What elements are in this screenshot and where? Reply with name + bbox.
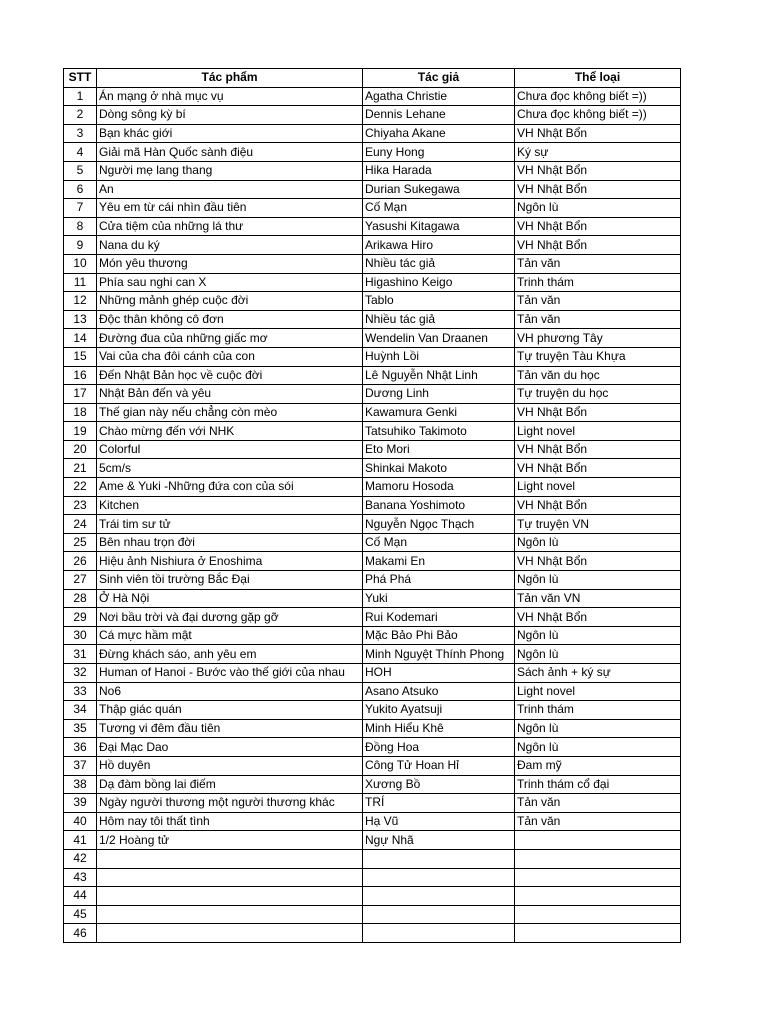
cell-author[interactable]: Higashino Keigo [363, 273, 515, 292]
cell-author[interactable] [363, 905, 515, 924]
table-row [64, 812, 681, 831]
cell-stt[interactable]: 4 [64, 143, 97, 162]
cell-genre[interactable]: VH Nhật Bổn [515, 403, 681, 422]
cell-genre[interactable]: Ký sự [515, 143, 681, 162]
cell-author[interactable]: Cố Mạn [363, 199, 515, 218]
cell-author[interactable]: Rui Kodemari [363, 608, 515, 627]
table-row [64, 719, 681, 738]
cell-author[interactable]: Nhiều tác giả [363, 254, 515, 273]
cell-title[interactable]: Món yêu thương [97, 254, 363, 273]
cell-genre[interactable]: Trinh thám cổ đại [515, 775, 681, 794]
cell-title[interactable]: Giải mã Hàn Quốc sành điệu [97, 143, 363, 162]
cell-author[interactable]: Mamoru Hosoda [363, 478, 515, 497]
cell-stt[interactable]: 43 [64, 868, 97, 887]
cell-stt[interactable]: 2 [64, 106, 97, 125]
cell-title[interactable]: Độc thân không cô đơn [97, 310, 363, 329]
cell-stt[interactable]: 41 [64, 831, 97, 850]
table-row [64, 645, 681, 664]
cell-genre[interactable]: Ngôn lù [515, 571, 681, 590]
cell-stt[interactable]: 26 [64, 552, 97, 571]
cell-author[interactable]: Lê Nguyễn Nhật Linh [363, 366, 515, 385]
cell-author[interactable]: Shinkai Makoto [363, 459, 515, 478]
cell-author[interactable]: Tatsuhiko Takimoto [363, 422, 515, 441]
cell-author[interactable]: HOH [363, 664, 515, 683]
cell-genre[interactable]: Ngôn lù [515, 645, 681, 664]
cell-title[interactable]: Ở Hà Nội [97, 589, 363, 608]
table-row [64, 552, 681, 571]
cell-author[interactable]: Dương Linh [363, 385, 515, 404]
cell-genre[interactable]: VH Nhật Bổn [515, 180, 681, 199]
cell-genre[interactable]: Ngôn lù [515, 199, 681, 218]
cell-genre[interactable]: VH Nhật Bổn [515, 496, 681, 515]
cell-stt[interactable]: 15 [64, 347, 97, 366]
cell-stt[interactable]: 22 [64, 478, 97, 497]
cell-title[interactable]: No6 [97, 682, 363, 701]
cell-author[interactable]: Phá Phá [363, 571, 515, 590]
cell-stt[interactable]: 21 [64, 459, 97, 478]
cell-author[interactable]: Yuki [363, 589, 515, 608]
cell-genre[interactable]: VH Nhật Bổn [515, 552, 681, 571]
table-row [64, 236, 681, 255]
cell-genre[interactable]: VH Nhật Bổn [515, 217, 681, 236]
table-row [64, 254, 681, 273]
cell-genre[interactable]: Ngôn lù [515, 533, 681, 552]
cell-title[interactable] [97, 868, 363, 887]
table-row [64, 924, 681, 943]
table-row [64, 292, 681, 311]
cell-author[interactable]: Euny Hong [363, 143, 515, 162]
cell-stt[interactable]: 44 [64, 887, 97, 906]
table-row [64, 440, 681, 459]
cell-stt[interactable]: 38 [64, 775, 97, 794]
cell-stt[interactable]: 28 [64, 589, 97, 608]
table-row [64, 905, 681, 924]
cell-genre[interactable] [515, 924, 681, 943]
cell-genre[interactable]: VH Nhật Bổn [515, 440, 681, 459]
cell-genre[interactable]: Ngôn lù [515, 626, 681, 645]
cell-stt[interactable]: 18 [64, 403, 97, 422]
table-row [64, 124, 681, 143]
cell-stt[interactable]: 10 [64, 254, 97, 273]
cell-title[interactable]: Đường đua của những giấc mơ [97, 329, 363, 348]
cell-author[interactable]: Yukito Ayatsuji [363, 701, 515, 720]
table-row [64, 217, 681, 236]
cell-title[interactable] [97, 905, 363, 924]
table-row [64, 199, 681, 218]
cell-author[interactable]: Hika Harada [363, 161, 515, 180]
cell-stt[interactable]: 9 [64, 236, 97, 255]
table-row [64, 106, 681, 125]
cell-title[interactable]: Người mẹ lang thang [97, 161, 363, 180]
cell-genre[interactable]: Tản văn [515, 812, 681, 831]
cell-author[interactable]: Dennis Lehane [363, 106, 515, 125]
cell-stt[interactable]: 1 [64, 87, 97, 106]
cell-title[interactable]: Đừng khách sáo, anh yêu em [97, 645, 363, 664]
cell-author[interactable]: Yasushi Kitagawa [363, 217, 515, 236]
cell-genre[interactable]: VH Nhật Bổn [515, 459, 681, 478]
cell-author[interactable] [363, 887, 515, 906]
cell-author[interactable]: Makami En [363, 552, 515, 571]
cell-title[interactable]: Hồ duyên [97, 756, 363, 775]
table-row [64, 887, 681, 906]
cell-author[interactable]: Nguyễn Ngọc Thạch [363, 515, 515, 534]
table-row [64, 682, 681, 701]
cell-genre[interactable]: Tản văn [515, 794, 681, 813]
cell-genre[interactable]: Trinh thám [515, 273, 681, 292]
cell-stt[interactable]: 6 [64, 180, 97, 199]
cell-title[interactable]: Nana du ký [97, 236, 363, 255]
cell-title[interactable]: 5cm/s [97, 459, 363, 478]
table-row [64, 775, 681, 794]
cell-title[interactable]: Sinh viên tồi trường Bắc Đại [97, 571, 363, 590]
cell-author[interactable] [363, 868, 515, 887]
table-row [64, 403, 681, 422]
table-row [64, 831, 681, 850]
cell-title[interactable]: Trái tim sư tử [97, 515, 363, 534]
cell-genre[interactable]: VH Nhật Bổn [515, 608, 681, 627]
table-row [64, 459, 681, 478]
cell-stt[interactable]: 12 [64, 292, 97, 311]
cell-genre[interactable]: Tự truyện Tàu Khựa [515, 347, 681, 366]
cell-stt[interactable]: 31 [64, 645, 97, 664]
cell-author[interactable]: Chiyaha Akane [363, 124, 515, 143]
cell-author[interactable]: Tablo [363, 292, 515, 311]
header-author: Tác giả [363, 69, 515, 88]
cell-title[interactable]: Vai của cha đôi cánh của con [97, 347, 363, 366]
cell-genre[interactable] [515, 849, 681, 868]
cell-stt[interactable]: 35 [64, 719, 97, 738]
cell-genre[interactable]: VH Nhật Bổn [515, 124, 681, 143]
cell-genre[interactable]: Ngôn lù [515, 738, 681, 757]
table-row [64, 496, 681, 515]
cell-genre[interactable]: VH phương Tây [515, 329, 681, 348]
cell-genre[interactable] [515, 887, 681, 906]
cell-stt[interactable]: 25 [64, 533, 97, 552]
table-row [64, 161, 681, 180]
cell-genre[interactable]: Tản văn [515, 254, 681, 273]
cell-genre[interactable]: Tự truyện du học [515, 385, 681, 404]
cell-stt[interactable]: 3 [64, 124, 97, 143]
cell-title[interactable] [97, 887, 363, 906]
cell-title[interactable]: Nhật Bản đến và yêu [97, 385, 363, 404]
cell-genre[interactable]: Chưa đọc không biết =)) [515, 106, 681, 125]
cell-genre[interactable]: VH Nhật Bổn [515, 161, 681, 180]
cell-genre[interactable]: Chưa đọc không biết =)) [515, 87, 681, 106]
cell-author[interactable] [363, 849, 515, 868]
cell-author[interactable]: Hạ Vũ [363, 812, 515, 831]
cell-author[interactable]: Eto Mori [363, 440, 515, 459]
cell-title[interactable]: Tương vi đêm đầu tiên [97, 719, 363, 738]
table-row [64, 738, 681, 757]
table-row [64, 87, 681, 106]
cell-stt[interactable]: 14 [64, 329, 97, 348]
cell-genre[interactable]: Tản văn [515, 310, 681, 329]
table-row [64, 849, 681, 868]
cell-genre[interactable]: Tản văn VN [515, 589, 681, 608]
cell-genre[interactable] [515, 868, 681, 887]
cell-title[interactable]: Thập giác quán [97, 701, 363, 720]
cell-title[interactable]: Yêu em từ cái nhìn đầu tiên [97, 199, 363, 218]
cell-stt[interactable]: 5 [64, 161, 97, 180]
cell-stt[interactable]: 16 [64, 366, 97, 385]
cell-title[interactable]: Nơi bầu trời và đại dương gặp gỡ [97, 608, 363, 627]
table-row [64, 868, 681, 887]
book-list-table [63, 68, 681, 943]
cell-author[interactable]: Banana Yoshimoto [363, 496, 515, 515]
cell-author[interactable]: TRÍ [363, 794, 515, 813]
cell-author[interactable]: Đồng Hoa [363, 738, 515, 757]
cell-author[interactable]: Durian Sukegawa [363, 180, 515, 199]
header-stt: STT [64, 69, 97, 88]
cell-genre[interactable]: Tự truyện VN [515, 515, 681, 534]
cell-author[interactable]: Ngự Nhã [363, 831, 515, 850]
cell-genre[interactable]: Light novel [515, 478, 681, 497]
cell-title[interactable] [97, 924, 363, 943]
table-row [64, 533, 681, 552]
cell-genre[interactable]: Trinh thám [515, 701, 681, 720]
cell-stt[interactable]: 29 [64, 608, 97, 627]
table-row [64, 626, 681, 645]
table-row [64, 143, 681, 162]
cell-author[interactable]: Nhiều tác giả [363, 310, 515, 329]
cell-title[interactable]: Hôm nay tôi thất tình [97, 812, 363, 831]
cell-stt[interactable]: 8 [64, 217, 97, 236]
cell-stt[interactable]: 19 [64, 422, 97, 441]
cell-title[interactable]: Human of Hanoi - Bước vào thế giới của nhau [97, 664, 363, 683]
cell-genre[interactable]: Tản văn du học [515, 366, 681, 385]
cell-stt[interactable]: 24 [64, 515, 97, 534]
cell-stt[interactable]: 42 [64, 849, 97, 868]
table-row [64, 385, 681, 404]
cell-stt[interactable]: 11 [64, 273, 97, 292]
cell-title[interactable]: Hiệu ảnh Nishiura ở Enoshima [97, 552, 363, 571]
cell-title[interactable]: Colorful [97, 440, 363, 459]
cell-stt[interactable]: 39 [64, 794, 97, 813]
cell-stt[interactable]: 40 [64, 812, 97, 831]
table-row [64, 589, 681, 608]
cell-author[interactable]: Arikawa Hiro [363, 236, 515, 255]
header-title: Tác phẩm [97, 69, 363, 88]
cell-author[interactable]: Minh Nguyệt Thính Phong [363, 645, 515, 664]
cell-stt[interactable]: 27 [64, 571, 97, 590]
cell-author[interactable]: Mặc Bảo Phi Bảo [363, 626, 515, 645]
cell-stt[interactable]: 20 [64, 440, 97, 459]
cell-genre[interactable]: VH Nhật Bổn [515, 236, 681, 255]
table-row [64, 794, 681, 813]
cell-author[interactable]: Agatha Christie [363, 87, 515, 106]
cell-title[interactable]: Cửa tiệm của những lá thư [97, 217, 363, 236]
cell-genre[interactable]: Ngôn lù [515, 719, 681, 738]
cell-author[interactable]: Công Tử Hoan Hỉ [363, 756, 515, 775]
table-row [64, 756, 681, 775]
cell-stt[interactable]: 37 [64, 756, 97, 775]
cell-stt[interactable]: 7 [64, 199, 97, 218]
table-row [64, 273, 681, 292]
cell-author[interactable]: Asano Atsuko [363, 682, 515, 701]
cell-author[interactable]: Xương Bồ [363, 775, 515, 794]
table-row [64, 664, 681, 683]
table-row [64, 478, 681, 497]
cell-genre[interactable] [515, 831, 681, 850]
table-row [64, 608, 681, 627]
header-genre: Thể loại [515, 69, 681, 88]
cell-stt[interactable]: 46 [64, 924, 97, 943]
table-row [64, 366, 681, 385]
cell-author[interactable]: Cố Mạn [363, 533, 515, 552]
cell-title[interactable]: 1/2 Hoàng tử [97, 831, 363, 850]
cell-genre[interactable]: Sách ảnh + ký sự [515, 664, 681, 683]
cell-title[interactable] [97, 849, 363, 868]
table-row [64, 422, 681, 441]
cell-title[interactable]: Bạn khác giới [97, 124, 363, 143]
table-row [64, 515, 681, 534]
table-row [64, 701, 681, 720]
cell-genre[interactable] [515, 905, 681, 924]
cell-title[interactable]: Bên nhau trọn đời [97, 533, 363, 552]
cell-title[interactable]: Đến Nhật Bản học về cuộc đời [97, 366, 363, 385]
cell-author[interactable]: Huỳnh Lồi [363, 347, 515, 366]
cell-title[interactable]: Phía sau nghi can X [97, 273, 363, 292]
table-row [64, 180, 681, 199]
cell-stt[interactable]: 30 [64, 626, 97, 645]
cell-stt[interactable]: 36 [64, 738, 97, 757]
cell-stt[interactable]: 17 [64, 385, 97, 404]
cell-title[interactable]: Ngày người thương một người thương khác [97, 794, 363, 813]
table-row [64, 347, 681, 366]
cell-title[interactable]: Án mạng ở nhà mục vụ [97, 87, 363, 106]
table-row [64, 310, 681, 329]
cell-stt[interactable]: 13 [64, 310, 97, 329]
cell-author[interactable]: Kawamura Genki [363, 403, 515, 422]
cell-stt[interactable]: 32 [64, 664, 97, 683]
cell-title[interactable]: Cá mực hầm mật [97, 626, 363, 645]
cell-title[interactable]: An [97, 180, 363, 199]
cell-stt[interactable]: 45 [64, 905, 97, 924]
cell-title[interactable]: Chào mừng đến với NHK [97, 422, 363, 441]
cell-author[interactable]: Minh Hiểu Khê [363, 719, 515, 738]
cell-genre[interactable]: Light novel [515, 422, 681, 441]
cell-author[interactable] [363, 924, 515, 943]
cell-title[interactable]: Dòng sông kỳ bí [97, 106, 363, 125]
cell-stt[interactable]: 34 [64, 701, 97, 720]
cell-title[interactable]: Dạ đàm bồng lai điếm [97, 775, 363, 794]
cell-title[interactable]: Những mảnh ghép cuộc đời [97, 292, 363, 311]
header-row [64, 69, 681, 88]
cell-title[interactable]: Kitchen [97, 496, 363, 515]
cell-title[interactable]: Ame & Yuki -Những đứa con của sói [97, 478, 363, 497]
cell-author[interactable]: Wendelin Van Draanen [363, 329, 515, 348]
cell-stt[interactable]: 33 [64, 682, 97, 701]
table-row [64, 329, 681, 348]
cell-genre[interactable]: Tản văn [515, 292, 681, 311]
cell-genre[interactable]: Đam mỹ [515, 756, 681, 775]
cell-title[interactable]: Thế gian này nếu chẳng còn mèo [97, 403, 363, 422]
table-row [64, 571, 681, 590]
cell-genre[interactable]: Light novel [515, 682, 681, 701]
cell-title[interactable]: Đại Mạc Dao [97, 738, 363, 757]
cell-stt[interactable]: 23 [64, 496, 97, 515]
